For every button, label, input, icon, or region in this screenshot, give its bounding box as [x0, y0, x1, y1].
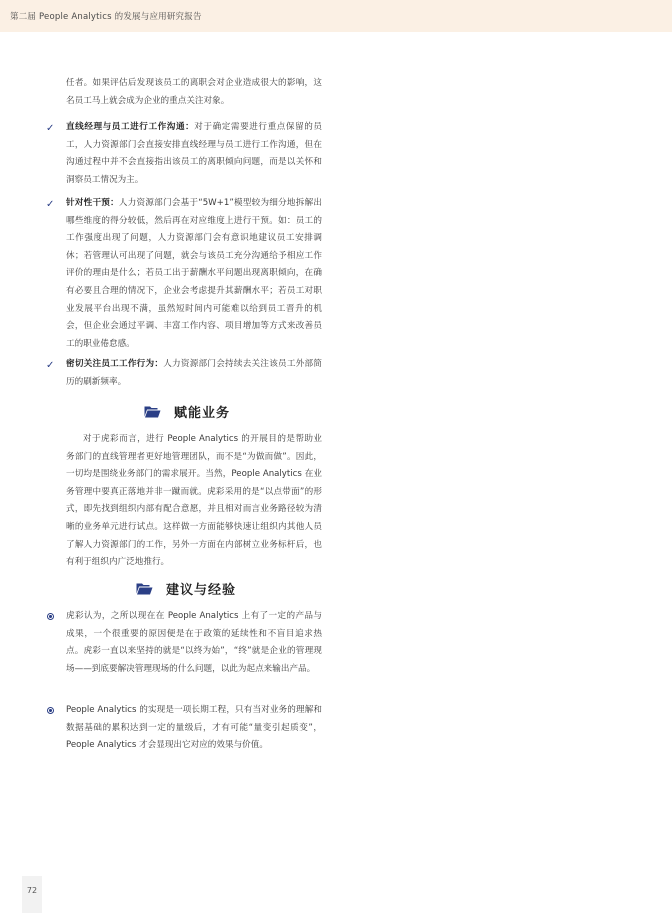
- page-number-box: [22, 876, 42, 913]
- folder-icon: [136, 582, 153, 595]
- checklist-item-title: 针对性干预：: [66, 198, 119, 208]
- section-heading-empower-business: [144, 402, 230, 421]
- section-heading-advice-experience: [136, 579, 236, 598]
- report-title: 第二届 People Analytics 的发展与应用研究报告: [10, 12, 202, 22]
- bullet-paragraph: People Analytics 的实现是一项长期工程，只有当对业务的理解和数据基础的累积达到一定的量级后，才有可能“量变引起质变”，People Analytics 才会显现出它对应的效果与价值。: [66, 705, 322, 751]
- check-icon: ✓: [46, 123, 55, 134]
- section-body-paragraph: 对于虎彩而言，进行 People Analytics 的开展目的是帮助业务部门的直线管理者更好地管理团队，而不是“为做而做”。因此，一切均是围绕业务部门的需求展开。当然，People Analytics 在业务管理中要真正落地并非一蹴而就。虎彩采用的是“以点带面”的形式，即先找到组织内部有配合意愿，并且相对而言业务路径较为清晰的业务单元进行试点。这样做一方面能够快速让组织内其他人员了解人力资源部门的工作，另外一方面在内部树立业务标杆后，也有利于组织内广泛地推行。: [66, 434, 322, 568]
- section-title: 赋能业务: [174, 406, 231, 421]
- checklist-item-text: 人力资源部门会持续去关注该员工外部简历的刷新频率。: [66, 359, 322, 387]
- checklist-item-title: 密切关注员工工作行为：: [66, 359, 164, 369]
- check-icon: ✓: [46, 199, 55, 210]
- checklist-item-text: 对于确定需要进行重点保留的员工，人力资源部门会直接安排直线经理与员工进行工作沟通，但在沟通过程中并不会直接指出该员工的离职倾向问题，而是以关怀和洞察员工情况为主。: [66, 122, 322, 185]
- folder-icon: [144, 405, 161, 418]
- bullet-paragraph: 虎彩认为，之所以现在在 People Analytics 上有了一定的产品与成果，一个很重要的原因便是在于政策的延续性和不盲目追求热点。虎彩一直以来坚持的就是“以终为始”，“终”就是企业的管理现场——到底要解决管理现场的什么问题，以此为起点来输出产品。: [66, 611, 322, 674]
- checklist-item: [66, 119, 322, 189]
- continuation-paragraph: 任者。如果评估后发现该员工的离职会对企业造成很大的影响，这名员工马上就会成为企业的重点关注对象。: [66, 78, 322, 106]
- checklist-item-title: 直线经理与员工进行工作沟通：: [66, 122, 195, 132]
- checklist-item: [66, 195, 322, 353]
- header-band: [0, 0, 672, 32]
- checklist-item-text: 人力资源部门会基于“5W+1”模型较为细分地拆解出哪些维度的得分较低，然后再在对应维度上进行干预。如：员工的工作强度出现了问题，人力资源部门会有意识地建议员工安排调休；若管理认可出现了问题，就会与该员工充分沟通给予相应工作评价的理由是什么；若员工出于薪酬水平问题出现离职倾向，在确有必要且合理的情况下，企业会考虑提升其薪酬水平；若员工对职业发展平台出现不满，虽然短时间内可能难以给到员工晋升的机会，但企业会通过平调、丰富工作内容、项目增加等方式来改善员工的职业倦怠感。: [66, 198, 322, 349]
- bullet-icon: [47, 613, 54, 620]
- checklist-item: [66, 356, 322, 391]
- section-title: 建议与经验: [166, 583, 237, 598]
- bullet-icon: [47, 707, 54, 714]
- check-icon: ✓: [46, 360, 55, 371]
- page-number: 72: [26, 886, 38, 895]
